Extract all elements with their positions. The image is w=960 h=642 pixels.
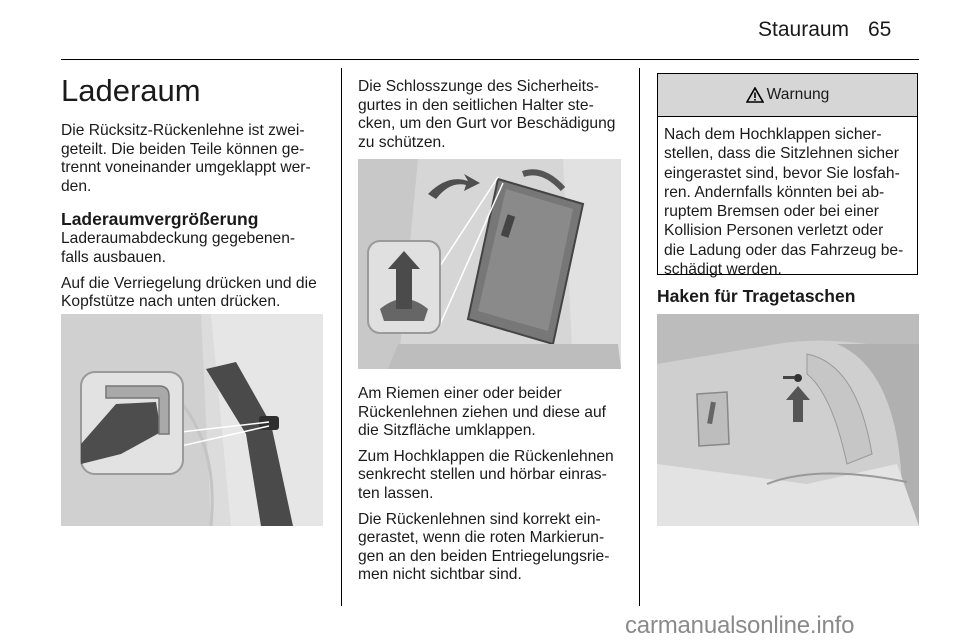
text-line: Die Rücksitz-Rückenlehne ist zwei- — [61, 122, 305, 139]
text-line: men nicht sichtbar sind. — [358, 566, 522, 584]
text-line: senkrecht stellen und hörbar einras- — [358, 466, 607, 484]
section-title: Laderaum — [61, 73, 201, 108]
warning-label: Warnung — [766, 86, 830, 103]
text-line: gerastet, wenn die roten Markierun- — [358, 529, 605, 547]
page-number: 65 — [868, 18, 892, 41]
header-rule — [61, 59, 919, 60]
text-line: schädigt werden. — [664, 261, 782, 279]
text-line: falls ausbauen. — [61, 248, 166, 266]
figure-folding-seat — [358, 159, 621, 369]
text-line: die Sitzfläche umklappen. — [358, 422, 536, 440]
text-line: cken, um den Gurt vor Beschädigung — [358, 115, 616, 133]
text-line: Kollision Personen verletzt oder — [664, 222, 884, 240]
text-line: Auf die Verriegelung drücken und die — [61, 274, 317, 292]
paragraph — [358, 78, 633, 152]
text-line: gurtes in den seitlichen Halter ste- — [358, 96, 594, 114]
text-line: Rückenlehnen ziehen und diese auf — [358, 403, 606, 421]
text-line: Laderaumabdeckung gegebenen- — [61, 230, 296, 248]
subheading-haken-tragetaschen: Haken für Tragetaschen — [657, 286, 856, 306]
text-line: Zum Hochklappen die Rückenlehnen — [358, 447, 614, 465]
intro-paragraph — [61, 122, 331, 196]
text-line: Kopfstütze nach unten drücken. — [61, 293, 281, 311]
text-line: trennt voneinander umgeklappt wer- — [61, 159, 311, 177]
text-line: Am Riemen einer oder beider — [358, 385, 562, 402]
column-1-text — [61, 122, 331, 319]
warning-triangle-icon — [746, 87, 764, 103]
column-2-text-bottom — [358, 385, 633, 592]
column-divider-1 — [341, 68, 342, 606]
warning-header — [658, 74, 917, 117]
header-title: Stauraum — [758, 18, 850, 41]
paragraph — [358, 385, 633, 441]
paragraph — [61, 275, 331, 312]
figure-seatbelt-holder — [61, 314, 323, 526]
text-line: den. — [61, 177, 92, 195]
text-line: gen an den beiden Entriegelungsrie- — [358, 547, 610, 565]
text-line: ruptem Bremsen oder bei einer — [664, 203, 879, 221]
text-line: die Ladung oder das Fahrzeug be- — [664, 241, 904, 259]
text-line: ten lassen. — [358, 484, 434, 502]
text-line: Nach dem Hochklappen sicher- — [664, 126, 882, 143]
folding-seat-illustration — [358, 159, 621, 369]
seatbelt-holder-illustration — [61, 314, 323, 526]
bag-hook-illustration — [657, 314, 919, 526]
watermark-text: carmanualsonline.info — [625, 612, 855, 639]
figure-bag-hook — [657, 314, 919, 526]
warning-text — [658, 117, 917, 279]
column-2-text-top — [358, 78, 633, 159]
text-line: geteilt. Die beiden Teile können ge- — [61, 140, 305, 158]
text-line: Die Schlosszunge des Sicherheits- — [358, 78, 599, 95]
text-line: zu schützen. — [358, 133, 446, 151]
text-line: Die Rückenlehnen sind korrekt ein- — [358, 510, 601, 528]
warning-box — [657, 73, 918, 279]
text-line: ren. Andernfalls könnten bei ab- — [664, 183, 885, 201]
paragraph — [61, 230, 331, 267]
paragraph — [358, 511, 633, 585]
paragraph — [358, 448, 633, 504]
text-line: eingerastet sind, bevor Sie losfah- — [664, 164, 900, 182]
text-line: stellen, dass die Sitzlehnen sicher — [664, 145, 899, 163]
subheading-laderaumvergroesserung: Laderaumvergrößerung — [61, 209, 259, 230]
column-divider-2 — [639, 68, 640, 606]
